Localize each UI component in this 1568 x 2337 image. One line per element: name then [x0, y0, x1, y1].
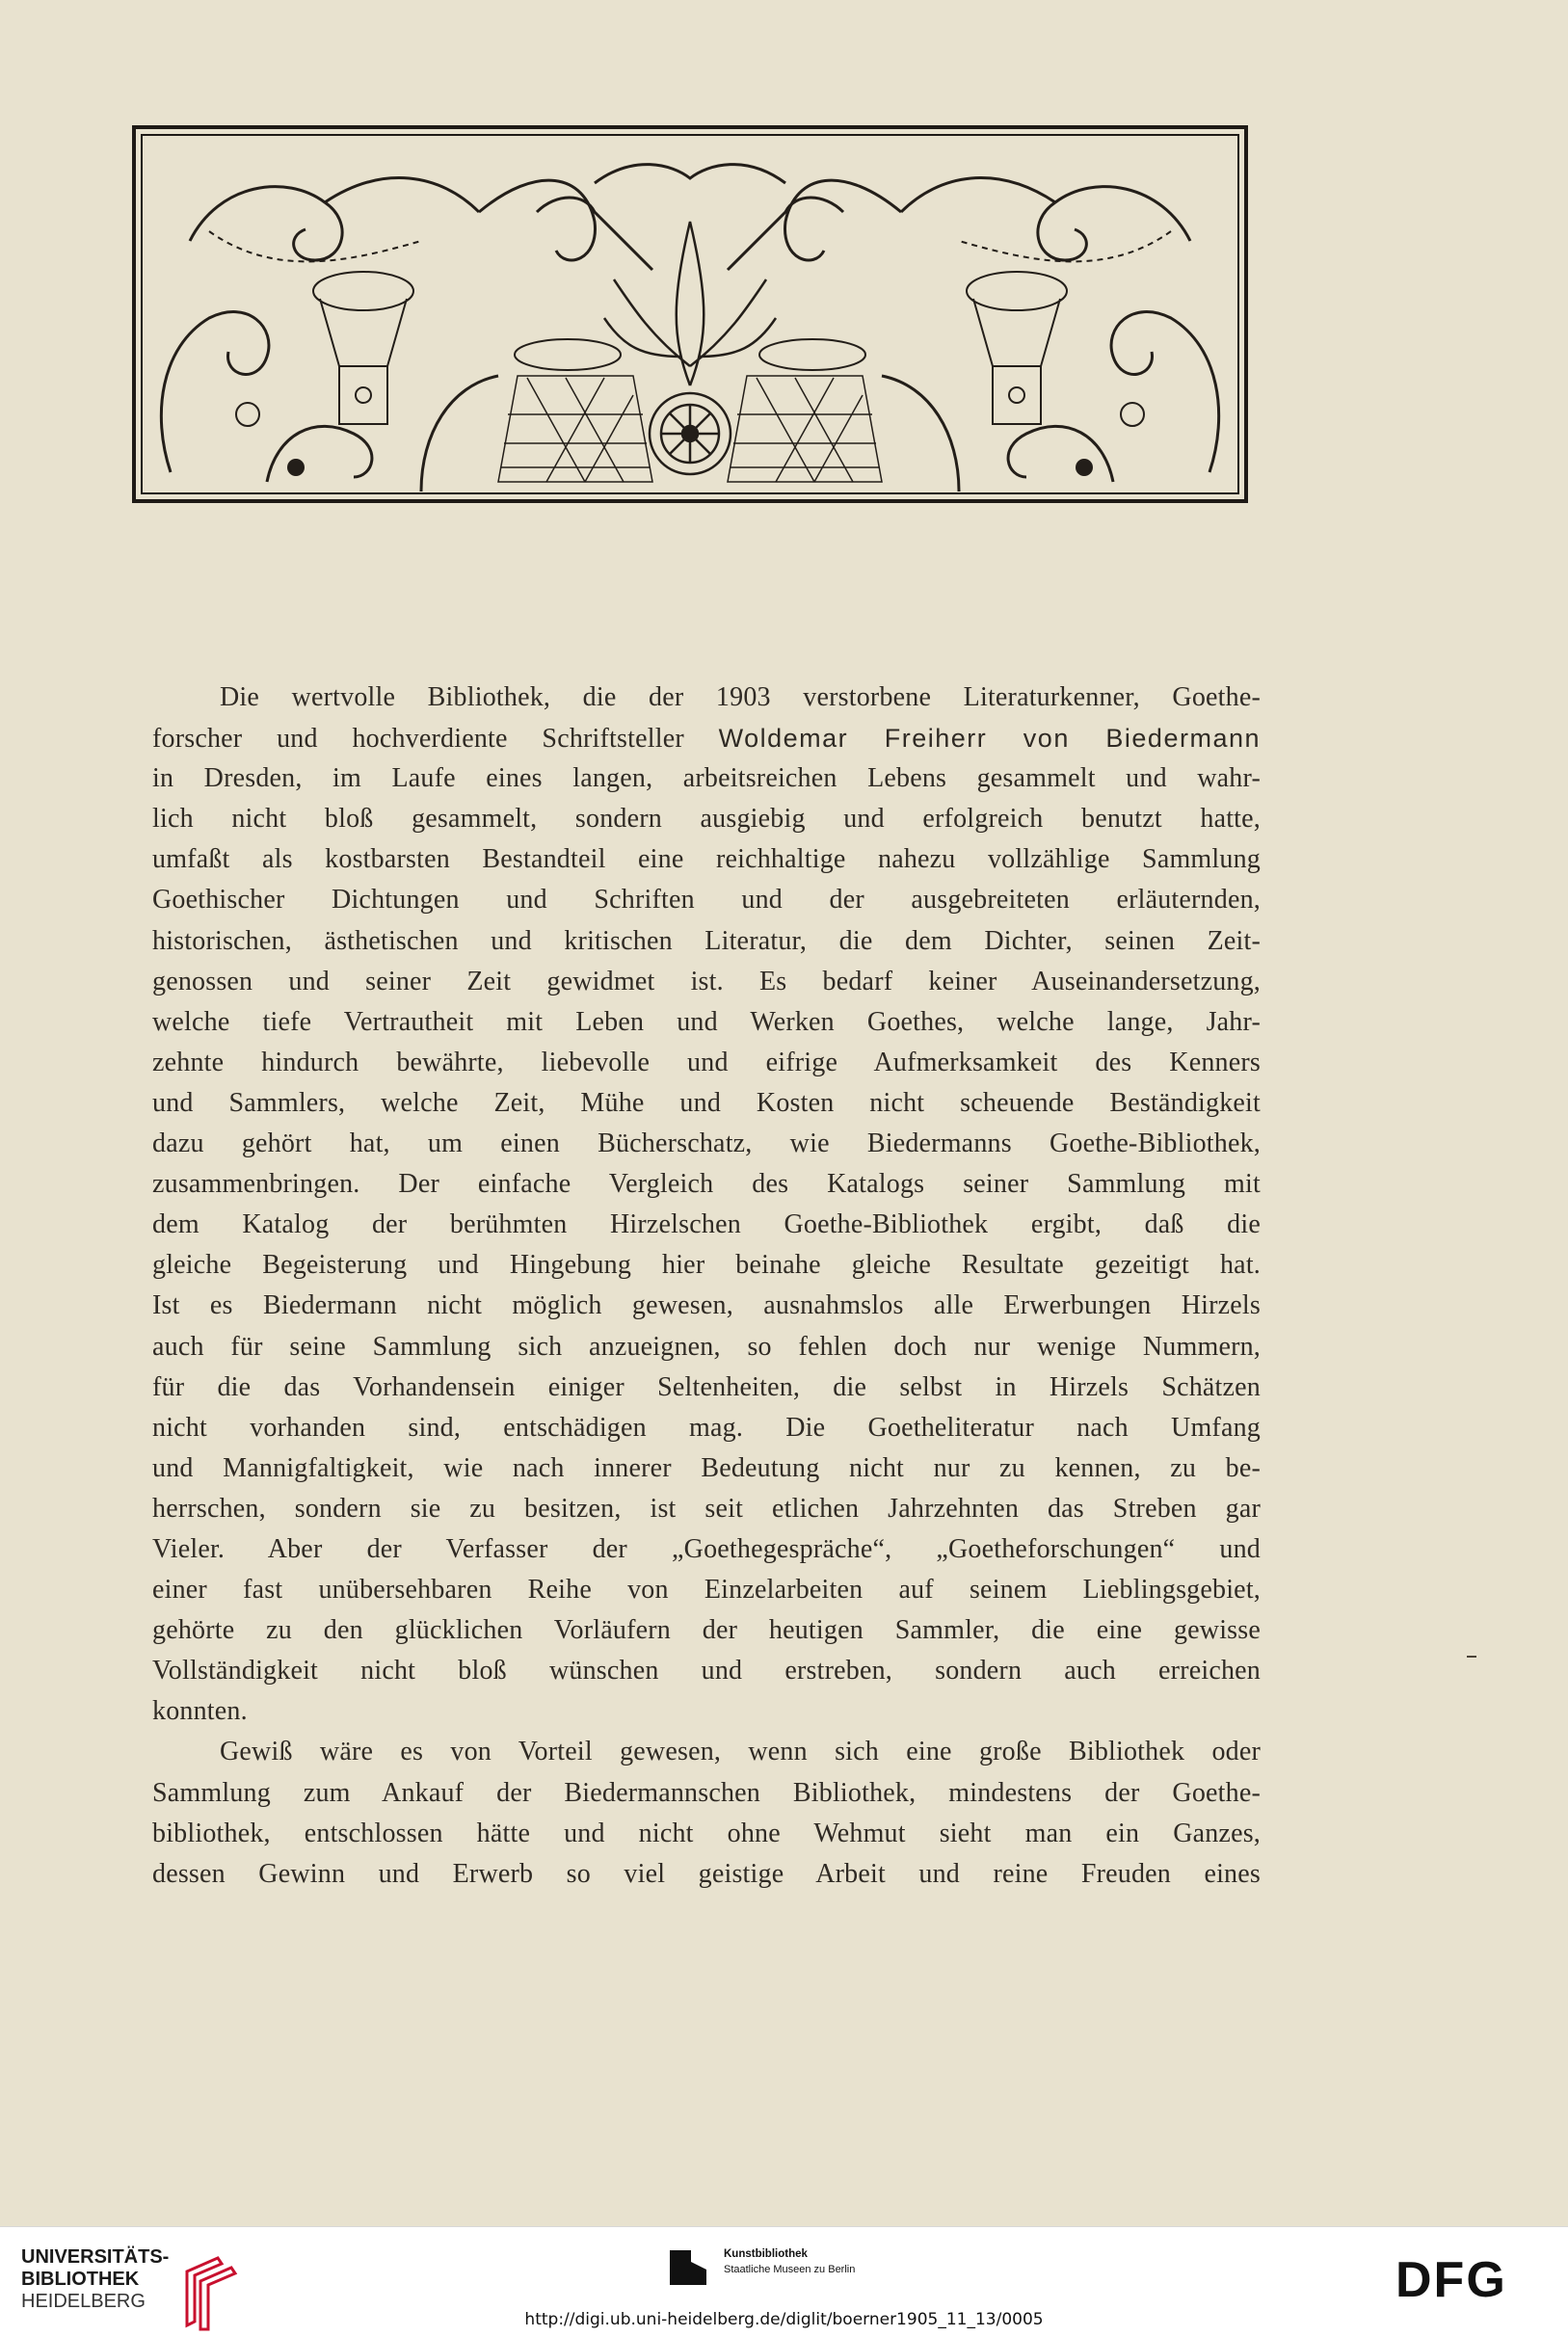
- text-line: umfaßt als kostbarsten Bestandteil eine reichhaltige nahezu vollzählige Sammlung: [152, 844, 1261, 875]
- text-line: Ist es Biedermann nicht möglich gewesen, ausnahmslos alle Erwerbungen Hirzels: [152, 1290, 1261, 1321]
- text-line: Gewiß wäre es von Vorteil gewesen, wenn sich eine große Bibliothek oder: [220, 1737, 1261, 1767]
- margin-mark: [1467, 1656, 1476, 1658]
- library-name-line2: BIBLIOTHEK: [21, 2269, 140, 2290]
- university-library-logo[interactable]: [21, 2246, 169, 2313]
- text-line: lich nicht bloß gesammelt, sondern ausgiebig und erfolgreich benutzt hatte,: [152, 804, 1261, 835]
- text-line: gehörte zu den glücklichen Vorläufern der heutigen Sammler, die eine gewisse: [152, 1615, 1261, 1646]
- text-line: historischen, ästhetischen und kritischen Literatur, die dem Dichter, seinen Zeit-: [152, 925, 1261, 956]
- text-line: herrschen, sondern sie zu besitzen, ist seit etlichen Jahrzehnten das Streben gar: [152, 1493, 1261, 1524]
- library-name-line1: UNIVERSITÄTS-: [21, 2246, 170, 2268]
- ornamental-headpiece: [132, 125, 1248, 503]
- text-line: Die wertvolle Bibliothek, die der 1903 verstorbene Literaturkenner, Goethe-: [220, 682, 1261, 712]
- text-line: und Sammlers, welche Zeit, Mühe und Kosten nicht scheuende Beständigkeit: [152, 1087, 1261, 1118]
- kunstbibliothek-icon: [668, 2248, 708, 2287]
- text-line: dessen Gewinn und Erwerb so viel geistige Arbeit und reine Freuden eines: [152, 1858, 1261, 1889]
- text-line: gleiche Begeisterung und Hingebung hier beinahe gleiche Resultate gezeitigt hat.: [152, 1250, 1261, 1281]
- text-line: Sammlung zum Ankauf der Biedermannschen Bibliothek, mindestens der Goethe-: [152, 1777, 1261, 1808]
- dfg-logo-text: DFG: [1395, 2254, 1507, 2302]
- text-line: Vollständigkeit nicht bloß wünschen und erstreben, sondern auch erreichen: [152, 1656, 1261, 1686]
- text-line: für die das Vorhandensein einiger Seltenheiten, die selbst in Hirzels Schätzen: [152, 1371, 1261, 1402]
- text-line: genossen und seiner Zeit gewidmet ist. Es bedarf keiner Auseinandersetzung,: [152, 966, 1261, 996]
- viewer-footer: [0, 2226, 1568, 2337]
- text-line: und Mannigfaltigkeit, wie nach innerer Bedeutung nicht nur zu kennen, zu be-: [152, 1452, 1261, 1483]
- text-line: in Dresden, im Laufe eines langen, arbeitsreichen Lebens gesammelt und wahr-: [152, 763, 1261, 794]
- library-name-line3: HEIDELBERG: [21, 2291, 146, 2312]
- text-line: welche tiefe Vertrautheit mit Leben und Werken Goethes, welche lange, Jahr-: [152, 1006, 1261, 1037]
- text-line: bibliothek, entschlossen hätte und nicht ohne Wehmut sieht man ein Ganzes,: [152, 1818, 1261, 1848]
- kunstbibliothek-name: Kunstbibliothek: [724, 2248, 808, 2260]
- text-line: Vieler. Aber der Verfasser der „Goethegespräche“, „Goetheforschungen“ und: [152, 1533, 1261, 1564]
- dfg-logo[interactable]: [1395, 2254, 1542, 2302]
- body-text: [152, 677, 1261, 1895]
- text-line: dazu gehört hat, um einen Bücherschatz, wie Biedermanns Goethe-Bibliothek,: [152, 1129, 1261, 1159]
- permalink-url[interactable]: http://digi.ub.uni-heidelberg.de/diglit/boerner1905_11_13/0005: [524, 2310, 1044, 2329]
- text-line: dem Katalog der berühmten Hirzelschen Goethe-Bibliothek ergibt, daß die: [152, 1209, 1261, 1240]
- text-line: forscher und hochverdiente Schriftsteller Woldemar Freiherr von Biedermann: [152, 724, 1261, 755]
- text-line: Goethischer Dichtungen und Schriften und der ausgebreiteten erläuternden,: [152, 885, 1261, 916]
- text-line: zusammenbringen. Der einfache Vergleich des Katalogs seiner Sammlung mit: [152, 1169, 1261, 1200]
- text-line: auch für seine Sammlung sich anzueignen, so fehlen doch nur wenige Nummern,: [152, 1331, 1261, 1362]
- text-line: zehnte hindurch bewährte, liebevolle und eifrige Aufmerksamkeit des Kenners: [152, 1047, 1261, 1077]
- text-line: nicht vorhanden sind, entschädigen mag. Die Goetheliteratur nach Umfang: [152, 1412, 1261, 1443]
- text-line: einer fast unübersehbaren Reihe von Einzelarbeiten auf seinem Lieblingsgebiet,: [152, 1575, 1261, 1606]
- kunstbibliothek-subtitle: Staatliche Museen zu Berlin: [724, 2264, 856, 2275]
- text-line: konnten.: [152, 1696, 248, 1727]
- emphasized-name: Woldemar Freiherr von Biedermann: [718, 724, 1261, 754]
